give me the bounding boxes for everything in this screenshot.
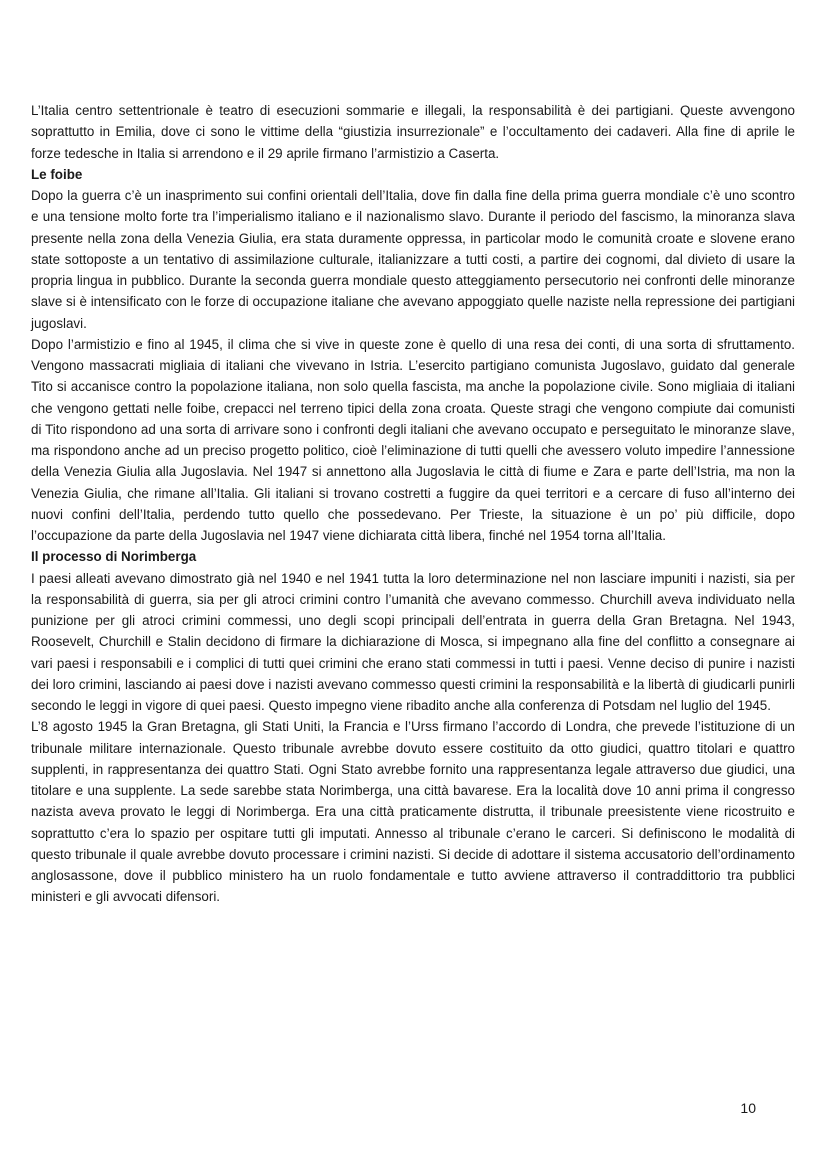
foibe-paragraph-2: Dopo l’armistizio e fino al 1945, il clima che si vive in queste zone è quello di una resa dei conti, di una sorta di sfruttamento. Vengono massacrati migliaia di italiani che vivevano in Istria. L’esercito partigiano comunista Jugoslavo, guidato dal generale Tito si accanisce contro la popolazione italiana, non solo quella fascista, ma anche la popolazione civile. Sono migliaia di italiani che vengono gettati nelle foibe, crepacci nel terreno tipici della zona croata. Queste stragi che vengono compiute dai comunisti di Tito rispondono ad una sorta di arrivare sono i confronti degli italiani che avevano occupato e perseguitato le minoranze slave, ma rispondono anche ad un preciso progetto politico, cioè l’eliminazione di tutti quelli che avessero voluto impedire l’annessione della Venezia Giulia alla Jugoslavia. Nel 1947 si annettono alla Jugoslavia le città di fiume e Zara e parte dell’Istria, ma non la Venezia Giulia, che rimane all’Italia. Gli italiani si trovano costretti a fuggire da quei territori e a cercare di fuso all’interno dei nuovi confini dell’Italia, perdendo tutto quello che possedevano. Per Trieste, la situazione è un po’ più difficile, dopo l’occupazione da parte della Jugoslavia nel 1947 viene dichiarata città libera, finché nel 1954 torna all’Italia. bbox=[31, 336, 795, 543]
heading-processo-norimberga: Il processo di Norimberga bbox=[31, 549, 197, 565]
intro-paragraph: L’Italia centro settentrionale è teatro di esecuzioni sommarie e illegali, la responsabilità è dei partigiani. Queste avvengono soprattutto in Emilia, dove ci sono le vittime della “giustizia insurrezionale” e l’occultamento dei cadaveri. Alla fine di aprile le forze tedesche in Italia si arrendono e il 29 aprile firmano l’armistizio a Caserta. bbox=[31, 103, 795, 161]
norimberga-paragraph-1: I paesi alleati avevano dimostrato già nel 1940 e nel 1941 tutta la loro determinazione nel non lasciare impuniti i nazisti, sia per la responsabilità di guerra, sia per gli atroci crimini contro l’umanità che avevano commesso. Churchill aveva individuato nella punizione per gli atroci crimini commessi, uno degli scopi principali dell’entrata in guerra della Gran Bretagna. Nel 1943, Roosevelt, Churchill e Stalin decidono di firmare la dichiarazione di Mosca, si impegnano alla fine del conflitto a consegnare ai vari paesi i responsabili e i complici di tutti quei crimini che erano stati commessi in tutti i paesi. Venne deciso di punire i nazisti dei loro crimini, lasciando ai paesi dove i nazisti avevano commesso questi crimini la responsabilità e la libertà di giudicarli punirli secondo le leggi in vigore di quei paesi. Questo impegno viene ribadito anche alla conferenza di Potsdam nel luglio del 1945. bbox=[31, 570, 795, 713]
heading-le-foibe: Le foibe bbox=[31, 166, 83, 182]
norimberga-paragraph-2: L’8 agosto 1945 la Gran Bretagna, gli Stati Uniti, la Francia e l’Urss firmano l’accordo di Londra, che prevede l’istituzione di un tribunale militare internazionale. Questo tribunale avrebbe dovuto essere costituito da otto giudici, quattro titolari e quattro supplenti, in rappresentanza dei quattro Stati. Ogni Stato avrebbe fornito una rappresentanza legale attraverso due giudici, una titolare e una supplente. La sede sarebbe stata Norimberga, una città bavarese. Era la località dove 10 anni prima il congresso nazista aveva provato le leggi di Norimberga. Era una città praticamente distrutta, il tribunale preesistente viene ricostruito e soprattutto c’era lo spazio per ospitare tutti gli imputati. Annesso al tribunale c’erano le carceri. Si definiscono le modalità di questo tribunale il quale avrebbe dovuto processare i crimini nazisti. Si decide di adottare il sistema accusatorio dell’ordinamento anglosassone, dove il pubblico ministero ha un ruolo fondamentale e tutto avviene attraverso il contraddittorio tra pubblici ministeri e gli avvocati difensori. bbox=[31, 719, 795, 905]
page-body bbox=[31, 100, 795, 908]
page-number: 10 bbox=[740, 1100, 756, 1116]
foibe-paragraph-1: Dopo la guerra c’è un inasprimento sui confini orientali dell’Italia, dove fin dalla fine della prima guerra mondiale c’è uno scontro e una tensione molto forte tra l’imperialismo italiano e il nazionalismo slavo. Durante il periodo del fascismo, la minoranza slava presente nella zona della Venezia Giulia, era stata duramente oppressa, in particolar modo le comunità croate e slovene erano state sottoposte a un tentativo di assimilazione culturale, italianizzare a tutti costi, a partire dei cognomi, dal divieto di usare la propria lingua in pubblico. Durante la seconda guerra mondiale questo atteggiamento persecutorio nei confronti delle minoranze slave si è intensificato con le forze di occupazione italiane che avevano appoggiato quelle naziste nella repressione dei partigiani jugoslavi. bbox=[31, 188, 795, 331]
